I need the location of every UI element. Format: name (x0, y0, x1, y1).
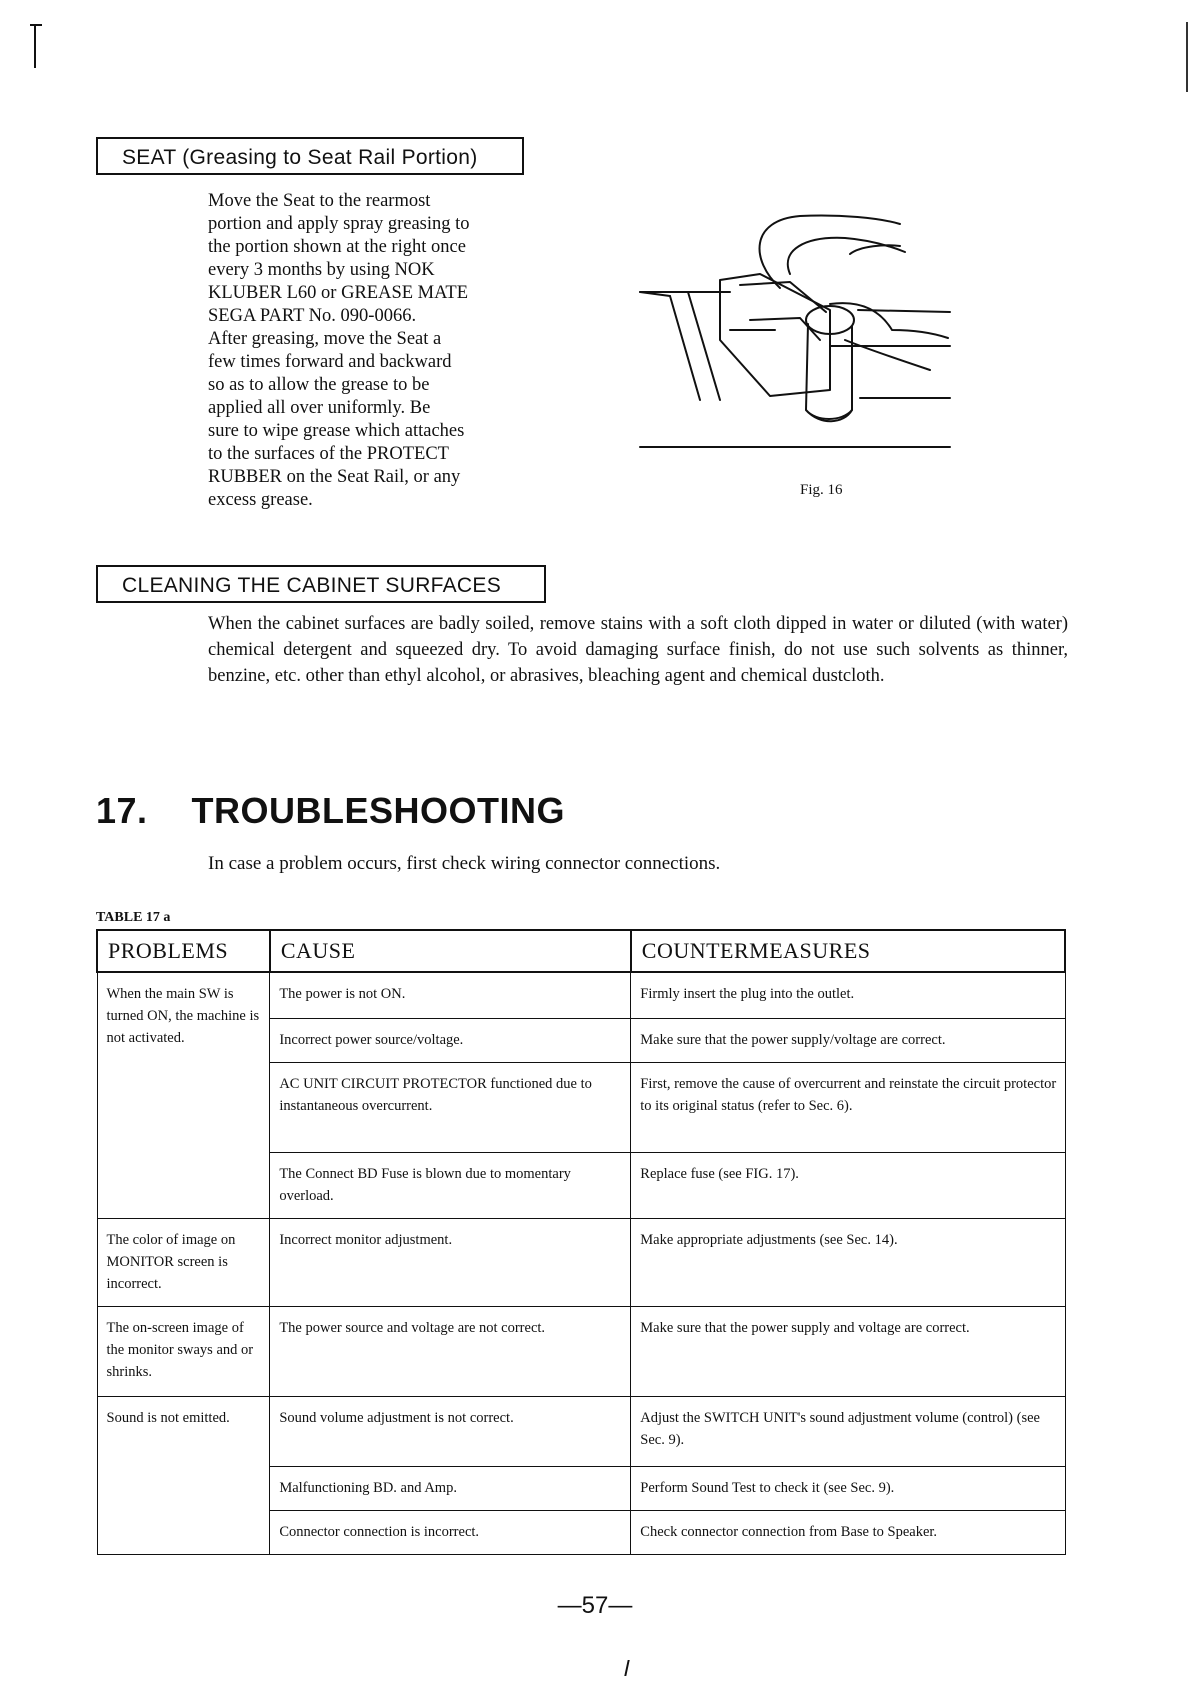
problem-cell: The on-screen image of the monitor sways and or shrinks. (97, 1306, 270, 1396)
cause-cell: Sound volume adjustment is not correct. (270, 1396, 631, 1466)
figure-caption: Fig. 16 (800, 482, 843, 498)
problem-cell: When the main SW is turned ON, the machine is not activated. (97, 972, 270, 1218)
cause-cell: Incorrect power source/voltage. (270, 1018, 631, 1062)
measure-cell: Adjust the SWITCH UNIT's sound adjustment volume (control) (see Sec. 9). (631, 1396, 1065, 1466)
seat-instructions (208, 190, 538, 512)
measure-cell: Make sure that the power supply and voltage are correct. (631, 1306, 1065, 1396)
measure-cell: Make sure that the power supply/voltage are correct. (631, 1018, 1065, 1062)
header-problems: PROBLEMS (97, 930, 270, 972)
seat-line: Move the Seat to the rearmost (208, 191, 431, 211)
bottom-mark (624, 1660, 629, 1676)
seat-line: excess grease. (208, 490, 313, 510)
seat-line: KLUBER L60 or GREASE MATE (208, 283, 469, 303)
measure-cell: Replace fuse (see FIG. 17). (631, 1152, 1065, 1218)
measure-cell: First, remove the cause of overcurrent and reinstate the circuit protector to its original status (refer to Sec. 6). (631, 1062, 1065, 1152)
table-row (97, 1396, 1065, 1466)
problem-cell: The color of image on MONITOR screen is incorrect. (97, 1218, 270, 1306)
cause-cell: The power is not ON. (270, 972, 631, 1018)
table-row (97, 1218, 1065, 1306)
cause-cell: AC UNIT CIRCUIT PROTECTOR functioned due to instantaneous overcurrent. (270, 1062, 631, 1152)
seat-line: portion and apply spray greasing to (208, 214, 470, 234)
seat-line: After greasing, move the Seat a (208, 329, 442, 349)
header-countermeasures: COUNTERMEASURES (631, 930, 1065, 972)
cause-cell: Malfunctioning BD. and Amp. (270, 1466, 631, 1510)
cause-cell: Incorrect monitor adjustment. (270, 1218, 631, 1306)
problem-cell: Sound is not emitted. (97, 1396, 270, 1554)
seat-line: the portion shown at the right once (208, 237, 466, 257)
section-heading (96, 790, 565, 832)
table-header-row (97, 930, 1065, 972)
table-row (97, 972, 1065, 1018)
page-number: —57— (557, 1592, 633, 1619)
seat-line: so as to allow the grease to be (208, 375, 430, 395)
measure-cell: Firmly insert the plug into the outlet. (631, 972, 1065, 1018)
seat-rail-greasing-illustration (630, 200, 960, 460)
right-margin-line (1186, 22, 1188, 92)
section-number: 17. (96, 790, 148, 831)
cause-cell: The Connect BD Fuse is blown due to momentary overload. (270, 1152, 631, 1218)
measure-cell: Make appropriate adjustments (see Sec. 14). (631, 1218, 1065, 1306)
measure-cell: Check connector connection from Base to Speaker. (631, 1510, 1065, 1554)
seat-line: every 3 months by using NOK (208, 260, 435, 280)
seat-section-title: SEAT (Greasing to Seat Rail Portion) (96, 137, 524, 175)
cause-cell: The power source and voltage are not correct. (270, 1306, 631, 1396)
table-label: TABLE 17 a (96, 910, 171, 925)
table-row (97, 1306, 1065, 1396)
measure-cell: Perform Sound Test to check it (see Sec. 9). (631, 1466, 1065, 1510)
seat-line: to the surfaces of the PROTECT (208, 444, 449, 464)
header-cause: CAUSE (270, 930, 631, 972)
troubleshooting-intro: In case a problem occurs, first check wiring connector connections. (208, 853, 721, 874)
section-title: TROUBLESHOOTING (191, 790, 566, 831)
corner-mark-top (30, 24, 42, 26)
seat-line: sure to wipe grease which attaches (208, 421, 465, 441)
cause-cell: Connector connection is incorrect. (270, 1510, 631, 1554)
corner-mark (34, 24, 36, 68)
troubleshooting-table (96, 929, 1066, 1555)
cleaning-instructions: When the cabinet surfaces are badly soiled, remove stains with a soft cloth dipped in water or diluted (with water) chemical detergent and squeezed dry. To avoid damaging surface finish, do not use such solvents as thinner, benzine, etc. other than ethyl alcohol, or abrasives, bleaching agent and chemical dustcloth. (208, 614, 1068, 686)
seat-line: applied all over uniformly. Be (208, 398, 431, 418)
seat-line: few times forward and backward (208, 352, 452, 372)
seat-line: SEGA PART No. 090-0066. (208, 306, 417, 326)
seat-line: RUBBER on the Seat Rail, or any (208, 467, 461, 487)
cleaning-section-title: CLEANING THE CABINET SURFACES (96, 565, 546, 603)
